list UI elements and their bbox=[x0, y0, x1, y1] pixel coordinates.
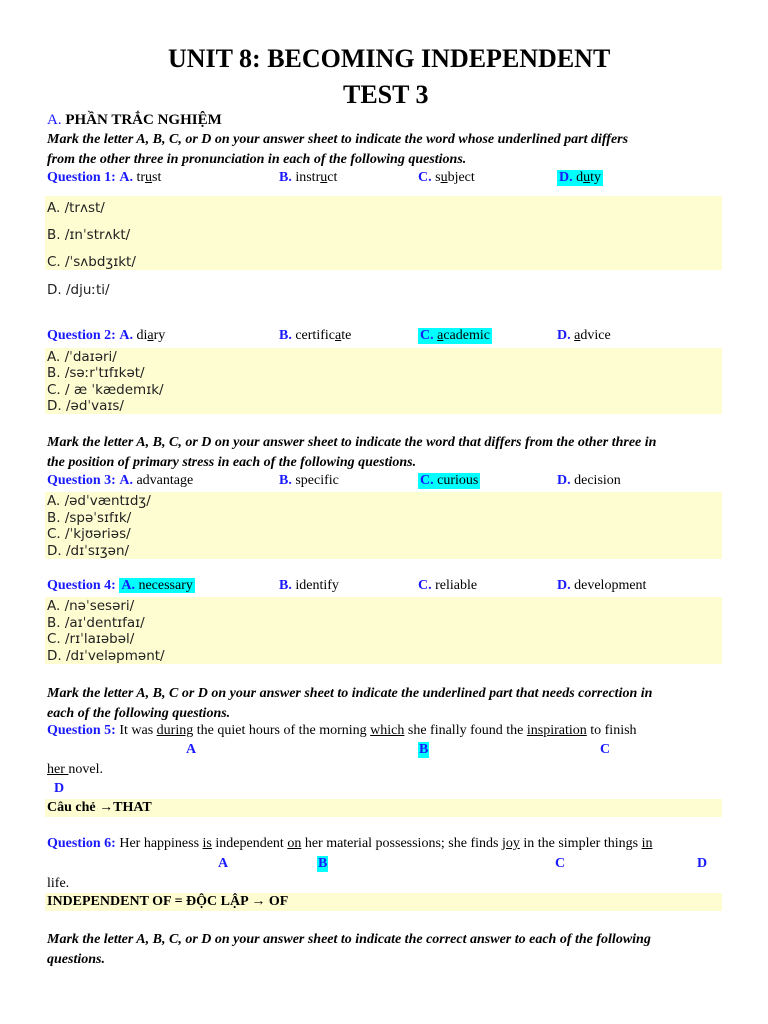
section-letter: A. bbox=[47, 112, 62, 128]
question-2-option-b[interactable]: B. certificate bbox=[279, 328, 352, 343]
question-2-option-c-answer[interactable]: C. academic bbox=[420, 328, 490, 343]
question-4-option-c[interactable]: C. reliable bbox=[418, 578, 478, 593]
question-6-mark-b-answer[interactable]: B bbox=[318, 856, 328, 871]
section-heading bbox=[47, 112, 222, 129]
question-1-label: Question 1: A. trust bbox=[47, 170, 162, 185]
page-subtitle: TEST 3 bbox=[343, 80, 429, 109]
question-4-ipa-b: B. /aɪˈdentɪfaɪ/ bbox=[47, 615, 145, 631]
instruction-error-line-2: each of the following questions. bbox=[47, 706, 231, 721]
question-3-label: Question 3: A. advantage bbox=[47, 473, 194, 488]
question-1-option-d-answer[interactable]: D. duty bbox=[559, 170, 602, 185]
question-3-option-d[interactable]: D. decision bbox=[557, 473, 621, 488]
question-4-label: Question 4: A. necessary bbox=[47, 578, 193, 593]
question-6-mark-a[interactable]: A bbox=[218, 856, 229, 871]
question-4-option-a-answer[interactable]: A. necessary bbox=[121, 578, 193, 593]
question-1-ipa-c: C. /ˈsʌbdʒɪkt/ bbox=[47, 254, 136, 270]
instruction-pronunciation-line-2: from the other three in pronunciation in each of the following questions. bbox=[47, 152, 467, 167]
question-1-option-b[interactable]: B. instruct bbox=[279, 170, 338, 185]
question-5-sentence-line-1: Question 5: It was during the quiet hours of the morning which she finally found the inspiration to finish bbox=[47, 723, 637, 738]
instruction-answer-line-1: Mark the letter A, B, C, or D on your answer sheet to indicate the correct answer to each of the following bbox=[47, 932, 651, 947]
instruction-error-line-1: Mark the letter A, B, C or D on your answer sheet to indicate the underlined part that needs correction in bbox=[47, 686, 653, 701]
question-4-option-d[interactable]: D. development bbox=[557, 578, 647, 593]
question-1-ipa-d: D. /djuːti/ bbox=[47, 282, 110, 298]
instruction-stress-line-2: the position of primary stress in each of the following questions. bbox=[47, 455, 417, 470]
question-5-answer: Câu chẻ →THAT bbox=[47, 800, 152, 815]
question-4-option-b[interactable]: B. identify bbox=[279, 578, 339, 593]
question-5-mark-b-answer[interactable]: B bbox=[419, 742, 429, 757]
question-3-ipa-b: B. /spəˈsɪfɪk/ bbox=[47, 510, 132, 526]
instruction-pronunciation-line-1: Mark the letter A, B, C, or D on your answer sheet to indicate the word whose underlined part differs bbox=[47, 132, 629, 147]
question-2-option-d[interactable]: D. advice bbox=[557, 328, 611, 343]
question-2-ipa-box bbox=[45, 348, 722, 414]
question-6-answer: INDEPENDENT OF = ĐỘC LẬP → OF bbox=[47, 894, 289, 909]
question-3-ipa-a: A. /ədˈvæntɪdʒ/ bbox=[47, 493, 151, 509]
question-1-ipa-a: A. /trʌst/ bbox=[47, 200, 105, 216]
question-2-ipa-c: C. / æ ˈkædemɪk/ bbox=[47, 382, 164, 398]
question-6-mark-d[interactable]: D bbox=[697, 856, 708, 871]
page-title: UNIT 8: BECOMING INDEPENDENT bbox=[168, 44, 611, 73]
question-4-ipa-d: D. /dɪˈveləpmənt/ bbox=[47, 648, 165, 664]
question-4-ipa-a: A. /nəˈsesəri/ bbox=[47, 598, 135, 614]
question-6-sentence-line-1: Question 6: Her happiness is independent on her material possessions; she finds joy in the simpler things in bbox=[47, 836, 653, 851]
question-2-label: Question 2: A. diary bbox=[47, 328, 166, 343]
section-name: PHẦN TRẮC NGHIỆM bbox=[65, 112, 222, 128]
question-1-option-c[interactable]: C. subject bbox=[418, 170, 475, 185]
question-5-sentence-line-2: her novel. bbox=[47, 762, 103, 777]
question-5-mark-c[interactable]: C bbox=[600, 742, 611, 757]
question-1-ipa-box bbox=[45, 196, 722, 270]
question-1-ipa-b: B. /ɪnˈstrʌkt/ bbox=[47, 227, 131, 243]
question-5-mark-a[interactable]: A bbox=[186, 742, 197, 757]
instruction-answer-line-2: questions. bbox=[47, 952, 105, 967]
question-4-ipa-c: C. /rɪˈlaɪəbəl/ bbox=[47, 631, 135, 647]
question-5-mark-d[interactable]: D bbox=[54, 781, 65, 796]
question-6-mark-c[interactable]: C bbox=[555, 856, 566, 871]
instruction-stress-line-1: Mark the letter A, B, C, or D on your answer sheet to indicate the word that differs from the other three in bbox=[47, 435, 657, 450]
question-2-ipa-a: A. /ˈdaɪəri/ bbox=[47, 349, 117, 365]
question-2-ipa-b: B. /səːrˈtɪfɪkət/ bbox=[47, 365, 145, 381]
question-2-ipa-d: D. /ədˈvaɪs/ bbox=[47, 398, 124, 414]
question-6-sentence-line-2: life. bbox=[47, 876, 70, 891]
question-3-ipa-d: D. /dɪˈsɪʒən/ bbox=[47, 543, 130, 559]
question-3-option-b[interactable]: B. specific bbox=[279, 473, 339, 488]
question-3-option-c-answer[interactable]: C. curious bbox=[420, 473, 479, 488]
question-3-ipa-c: C. /ˈkjʊəriəs/ bbox=[47, 526, 131, 542]
